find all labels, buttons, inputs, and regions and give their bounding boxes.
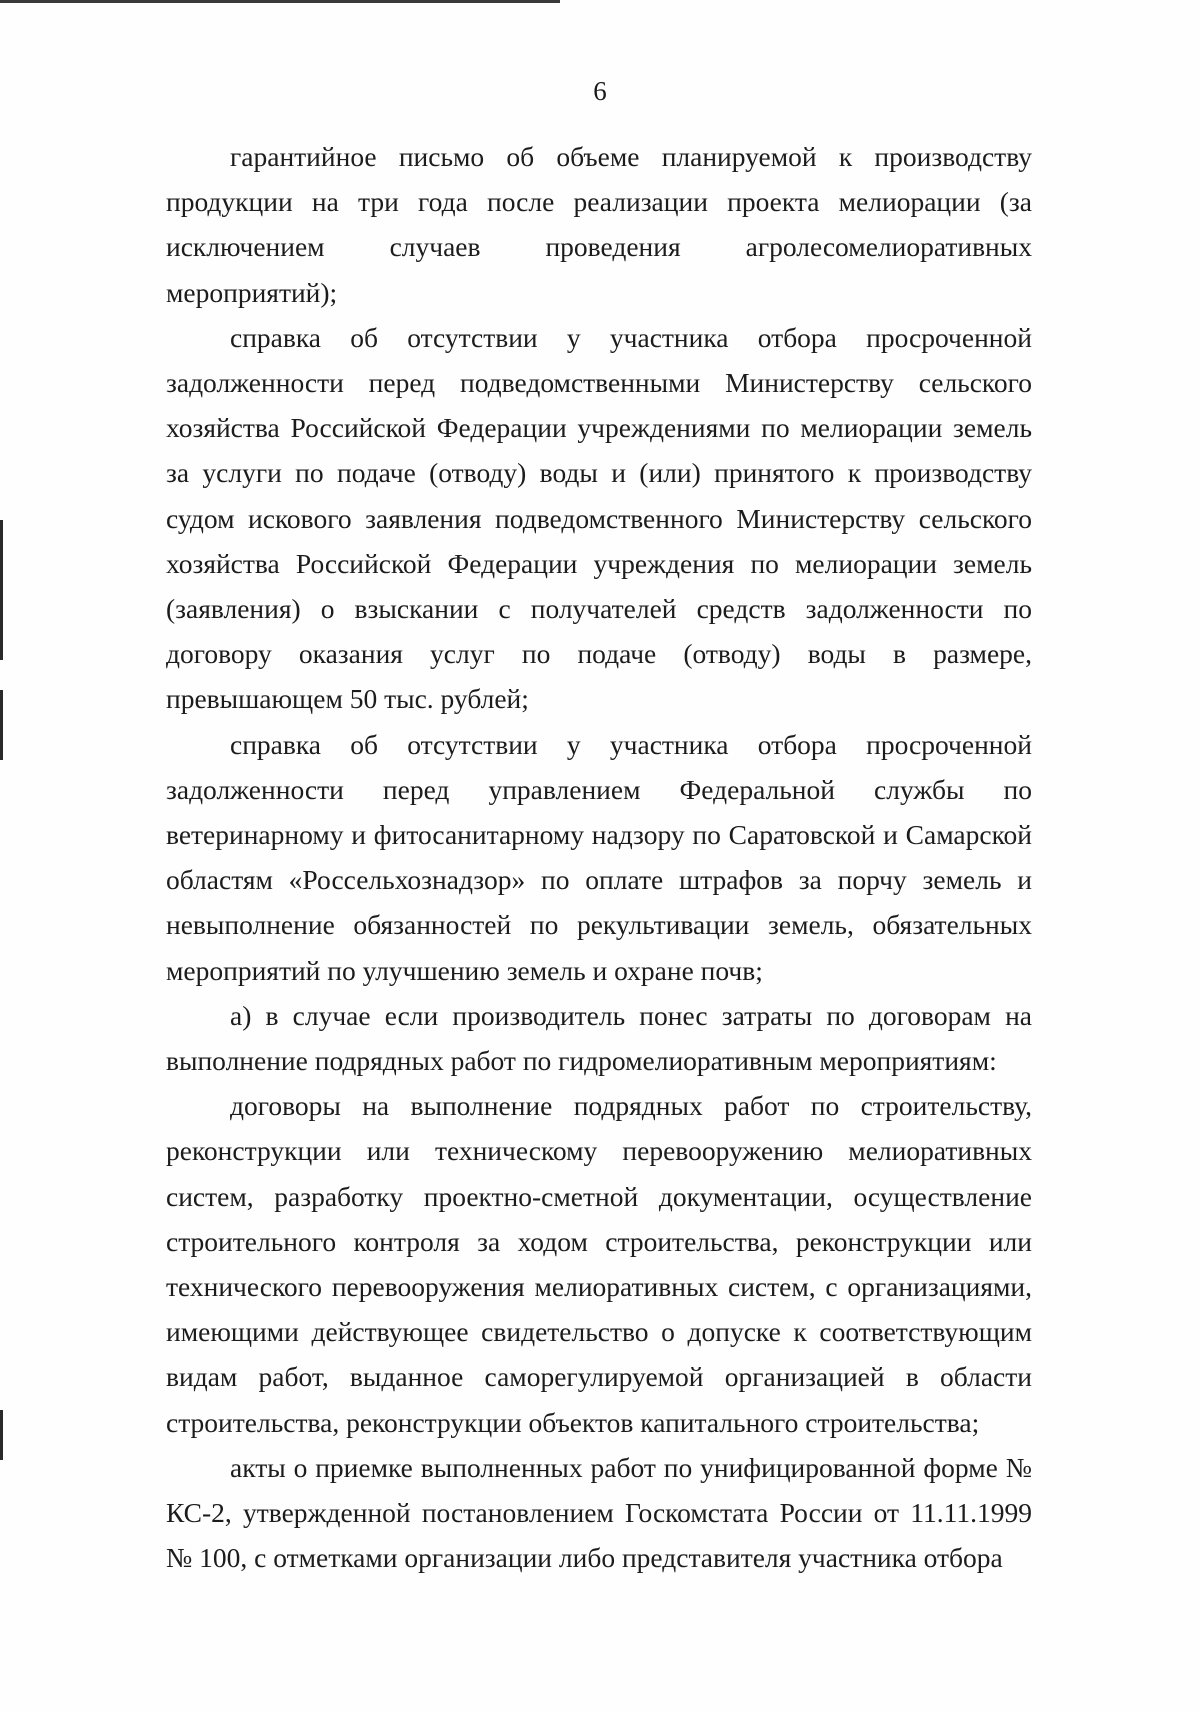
scan-top-edge — [0, 0, 560, 3]
document-body — [166, 134, 1032, 1581]
paragraph-item-a: а) в случае если производитель понес затраты по договорам на выполнение подрядных работ по гидромелиоративным мероприятиям: — [166, 999, 1032, 1077]
page-number: 6 — [593, 76, 607, 106]
paragraph-acceptance-acts: акты о приемке выполненных работ по унифицированной форме № КС-2, утвержденной постановлением Госкомстата России от 11.11.1999 № 100, с отметками организации либо представителя участника отбора — [166, 1451, 1032, 1574]
paragraph-debt-certificate-melioration: справка об отсутствии у участника отбора просроченной задолженности перед подведомственными Министерству сельского хозяйства Российской Федерации учреждениями по мелиорации земель за услуги по подаче (отводу) воды и (или) принятого к производству судом искового заявления подведомственного Министерству сельского хозяйства Российской Федерации учреждения по мелиорации земель (заявления) о взыскании с получателей средств задолженности по договору оказания услуг по подаче (отводу) воды в размере, превышающем 50 тыс. рублей; — [166, 321, 1032, 715]
scan-margin-mark — [0, 520, 3, 660]
scan-margin-mark — [0, 690, 3, 760]
scan-margin-mark — [0, 1410, 3, 1460]
paragraph-debt-certificate-rosselkhoznadzor: справка об отсутствии у участника отбора просроченной задолженности перед управлением Федеральной службы по ветеринарному и фитосанитарному надзору по Саратовской и Самарской областям «Россельхознадзор» по оплате штрафов за порчу земель и невыполнение обязанностей по рекультивации земель, обязательных мероприятий по улучшению земель и охране почв; — [166, 728, 1032, 986]
paragraph-contracts: договоры на выполнение подрядных работ по строительству, реконструкции или техническому перевооружению мелиоративных систем, разработку проектно-сметной документации, осуществление строительного контроля за ходом строительства, реконструкции или технического перевооружения мелиоративных систем, с организациями, имеющими действующее свидетельство о допуске к соответствующим видам работ, выданное саморегулируемой организацией в области строительства, реконструкции объектов капитального строительства; — [166, 1090, 1032, 1438]
paragraph-guarantee-letter: гарантийное письмо об объеме планируемой к производству продукции на три года после реализации проекта мелиорации (за исключением случаев проведения агролесомелиоративных мероприятий); — [166, 141, 1032, 308]
